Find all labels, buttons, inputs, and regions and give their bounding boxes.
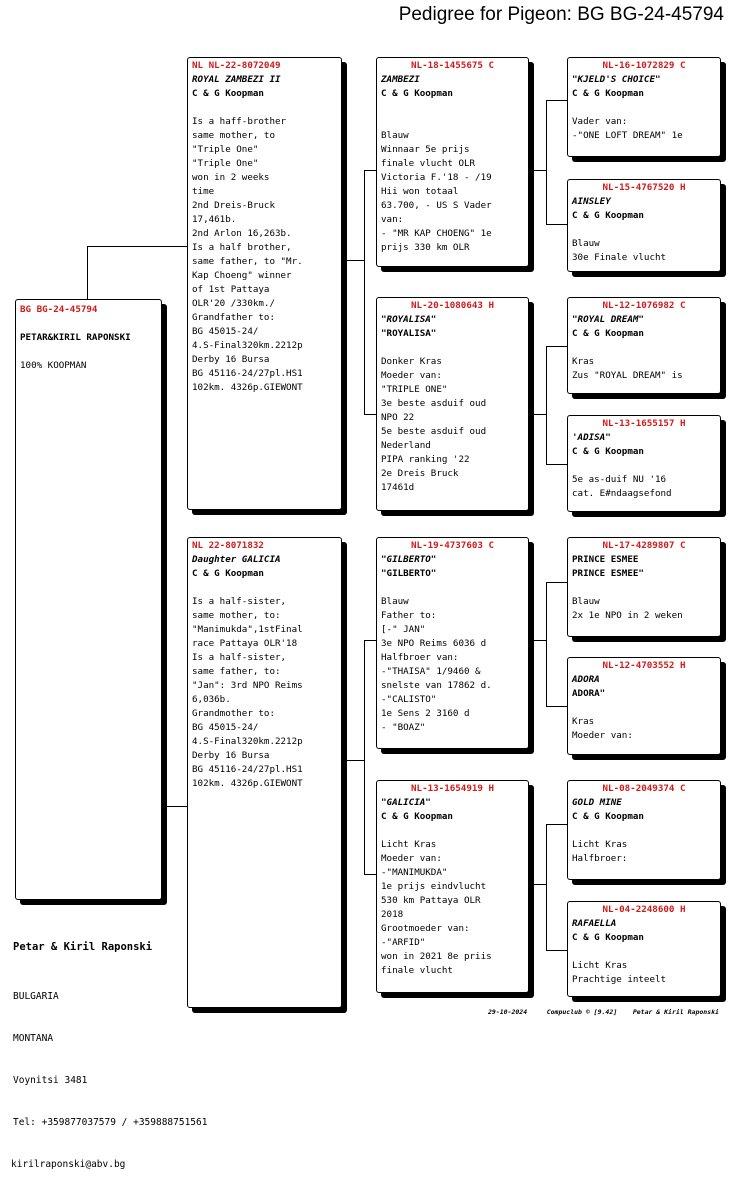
breeder-name: C & G Koopman bbox=[192, 88, 264, 99]
connector-line bbox=[546, 824, 547, 950]
sire-sire-sire-card[interactable] bbox=[567, 57, 721, 157]
sire-sire-dam-card[interactable] bbox=[567, 179, 721, 272]
description: Licht Kras Prachtige inteelt bbox=[572, 960, 667, 985]
pigeon-name: "ROYAL DREAM" bbox=[572, 314, 644, 325]
pigeon-name: "ROYALISA" bbox=[381, 314, 437, 325]
description: Is a half-sister, same mother, to: "Manimukda",1stFinal race Pattaya OLR'18 Is a half-sister, same father, to: "Jan": 3rd NPO Reims 6,036b. Grandmother to: BG 45015-24/ 4.S-Final320km.2212p Derby 16 Bursa BG 45116-24/27pl.HS1 102km. 4326p.GIEWONT bbox=[192, 596, 303, 789]
pigeon-name: AINSLEY bbox=[572, 196, 611, 207]
connector-line bbox=[529, 414, 546, 415]
connector-line bbox=[341, 260, 364, 261]
dam-sire-dam-card[interactable] bbox=[567, 657, 721, 755]
breeder-name: PETAR&KIRIL RAPONSKI bbox=[20, 332, 131, 343]
pigeon-name-alt: PRINCE ESMEE" bbox=[572, 568, 644, 579]
breeder-name: C & G Koopman bbox=[381, 811, 453, 822]
connector-line bbox=[529, 640, 546, 641]
owner-info bbox=[11, 912, 207, 1186]
dam-dam-card[interactable] bbox=[376, 780, 529, 993]
connector-line bbox=[546, 464, 568, 465]
connector-line bbox=[546, 706, 568, 707]
pigeon-name: ZAMBEZI bbox=[381, 74, 420, 85]
description: Is a haff-brother same mother, to "Triple One" "Triple One" won in 2 weeks time 2nd Dreis-Bruck 17,461b. 2nd Arlon 16,263b. Is a half brother, same father, to "Mr. Kap Choeng" winner of 1st Pattaya OLR'20 /330km./ Grandfather to: BG 45015-24/ 4.S-Final320km.2212p Derby 16 Bursa BG 45116-24/27pl.HS1 102km. 4326p.GIEWONT bbox=[192, 116, 303, 393]
connector-line bbox=[546, 582, 547, 706]
connector-line bbox=[546, 100, 547, 224]
ring-number: NL-12-1076982 C bbox=[602, 300, 686, 311]
description: Licht Kras Halfbroer: bbox=[572, 839, 628, 864]
dam-sire-card[interactable] bbox=[376, 537, 529, 749]
ring-number: NL-15-4767520 H bbox=[602, 182, 686, 193]
dam-dam-sire-card[interactable] bbox=[567, 780, 721, 880]
pigeon-name: 'ADISA" bbox=[572, 432, 611, 443]
connector-line bbox=[87, 246, 189, 247]
breeder-name: C & G Koopman bbox=[572, 88, 644, 99]
credit-owner: Petar & Kiril Raponski bbox=[632, 1008, 719, 1016]
owner-region: MONTANA bbox=[13, 1033, 54, 1044]
pigeon-name: ADORA bbox=[572, 674, 600, 685]
sire-dam-sire-card[interactable] bbox=[567, 297, 721, 394]
connector-line bbox=[546, 224, 568, 225]
description: Licht Kras Moeder van: -"MANIMUKDA" 1e prijs eindvlucht 530 km Pattaya OLR 2018 Grootmoeder van: -"ARFID" won in 2021 8e priis finale vlucht bbox=[381, 839, 492, 976]
ring-number: NL-12-4703552 H bbox=[602, 660, 686, 671]
page-title: Pedigree for Pigeon: BG BG-24-45794 bbox=[398, 4, 724, 25]
breeder-name: C & G Koopman bbox=[381, 88, 453, 99]
breeder-name: C & G Koopman bbox=[572, 811, 644, 822]
breeder-name: C & G Koopman bbox=[192, 568, 264, 579]
pigeon-name: ROYAL ZAMBEZI II bbox=[192, 74, 281, 85]
description: Blauw Winnaar 5e prijs finale vlucht OLR Victoria F.'18 - /19 Hii won totaal 63.700, - US S Vader van: - "MR KAP CHOENG" 1e prijs 330 km OLR bbox=[381, 130, 492, 253]
description: Vader van: -"ONE LOFT DREAM" 1e bbox=[572, 116, 683, 141]
connector-line bbox=[546, 100, 568, 101]
breeder-name: C & G Koopman bbox=[572, 446, 644, 457]
connector-line bbox=[546, 824, 568, 825]
breeder-name: C & G Koopman bbox=[572, 328, 644, 339]
description: 5e as-duif NU '16 cat. E#ndaagsefond bbox=[572, 474, 672, 499]
print-date: 29-10-2024 bbox=[488, 1008, 528, 1016]
connector-line bbox=[364, 170, 365, 414]
pigeon-name-alt: "GILBERTO" bbox=[381, 568, 437, 579]
dam-card[interactable] bbox=[187, 537, 342, 1008]
ring-number: NL-13-1655157 H bbox=[602, 418, 686, 429]
ring-number: NL-13-1654919 H bbox=[411, 783, 494, 794]
connector-line bbox=[546, 346, 568, 347]
description: Blauw Father to: [-" JAN" 3e NPO Reims 6036 d Halfbroer van: -"THAISA" 1/9460 & snelste van 17862 d. -"CALISTO" 1e Sens 2 3160 d - "BOAZ" bbox=[381, 596, 492, 733]
software-credit bbox=[488, 1008, 719, 1016]
pigeon-name: "KJELD'S CHOICE" bbox=[572, 74, 661, 85]
connector-line bbox=[529, 170, 546, 171]
ring-number: NL-16-1072829 C bbox=[602, 60, 686, 71]
owner-email[interactable]: kirilraponski@abv.bg bbox=[11, 1159, 126, 1170]
breeder-name: C & G Koopman bbox=[572, 932, 644, 943]
dam-sire-sire-card[interactable] bbox=[567, 537, 721, 637]
connector-line bbox=[546, 950, 568, 951]
ring-number: NL-17-4289807 C bbox=[602, 540, 686, 551]
connector-line bbox=[364, 640, 365, 874]
software-name: Compuclub © [9.42] bbox=[546, 1008, 618, 1016]
pigeon-name: RAFAELLA bbox=[572, 918, 617, 929]
connector-line bbox=[546, 582, 568, 583]
sire-card[interactable] bbox=[187, 57, 342, 510]
ring-number: NL 22-8071832 bbox=[192, 540, 264, 551]
pigeon-name-alt: ADORA" bbox=[572, 688, 606, 699]
note: 100% KOOPMAN bbox=[20, 360, 87, 371]
sire-dam-dam-card[interactable] bbox=[567, 415, 721, 512]
connector-line bbox=[341, 760, 364, 761]
pigeon-name: Daughter GALICIA bbox=[192, 554, 281, 565]
connector-line bbox=[529, 884, 546, 885]
dam-dam-dam-card[interactable] bbox=[567, 901, 721, 997]
breeder-name: C & G Koopman bbox=[572, 210, 644, 221]
description: Kras Moeder van: bbox=[572, 716, 633, 741]
owner-street: Voynitsi 3481 bbox=[13, 1075, 88, 1086]
connector-line bbox=[87, 246, 88, 306]
pigeon-name: "GILBERTO" bbox=[381, 554, 437, 565]
owner-country: BULGARIA bbox=[13, 991, 59, 1002]
ring-number: NL-08-2049374 C bbox=[602, 783, 686, 794]
description: Blauw 30e Finale vlucht bbox=[572, 238, 667, 263]
owner-name: Petar & Kiril Raponski bbox=[13, 941, 153, 953]
pigeon-name-alt: "ROYALISA" bbox=[381, 328, 437, 339]
subject-card[interactable] bbox=[15, 299, 162, 900]
sire-sire-card[interactable] bbox=[376, 57, 529, 267]
pigeon-name: PRINCE ESMEE bbox=[572, 554, 639, 565]
ring-number: NL-20-1080643 H bbox=[411, 300, 494, 311]
sire-dam-card[interactable] bbox=[376, 297, 529, 511]
ring-number: NL-19-4737603 C bbox=[411, 540, 494, 551]
connector-line bbox=[546, 346, 547, 464]
description: Donker Kras Moeder van: "TRIPLE ONE" 3e beste asduif oud NPO 22 5e beste asduif oud Nederland PIPA ranking '22 2e Dreis Bruck 17461d bbox=[381, 356, 487, 493]
ring-number: NL NL-22-8072049 bbox=[192, 60, 281, 71]
description: Kras Zus "ROYAL DREAM" is bbox=[572, 356, 683, 381]
owner-phone: Tel: +359877037579 / +359888751561 bbox=[13, 1117, 208, 1128]
ring-number: NL-04-2248600 H bbox=[602, 904, 686, 915]
ring-number: NL-18-1455675 C bbox=[411, 60, 494, 71]
pigeon-name: "GALICIA" bbox=[381, 797, 431, 808]
description: Blauw 2x 1e NPO in 2 weken bbox=[572, 596, 683, 621]
pigeon-name: GOLD MINE bbox=[572, 797, 622, 808]
ring-number: BG BG-24-45794 bbox=[20, 304, 98, 315]
